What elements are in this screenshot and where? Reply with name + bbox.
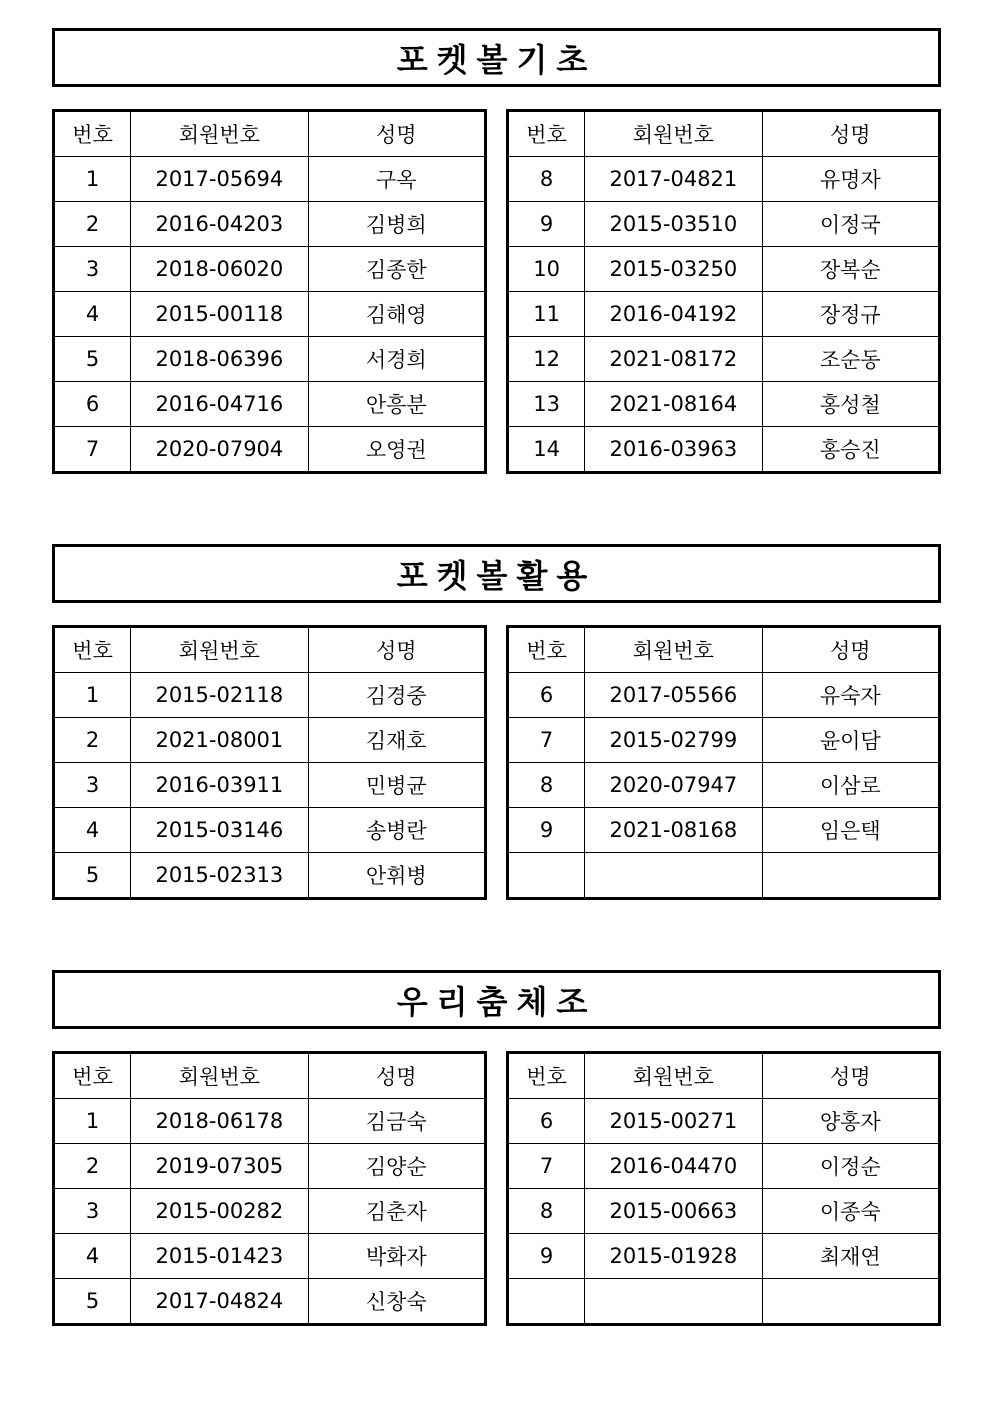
table-row [508,673,940,718]
cell-no: 1 [54,673,131,718]
header-row [508,111,940,157]
cell-name: 박화자 [308,1234,485,1279]
cell-no: 2 [54,202,131,247]
header-no: 번호 [508,627,585,673]
table-row [54,337,486,382]
cell-name: 오영권 [308,427,485,473]
cell-no: 7 [508,1144,585,1189]
cell-name: 홍승진 [762,427,939,473]
roster-table-left [52,1051,487,1326]
cell-no: 11 [508,292,585,337]
cell-member-id: 2015-02313 [131,853,308,899]
table-row [54,718,486,763]
table-row [54,157,486,202]
cell-no: 6 [508,1099,585,1144]
cell-name: 이종숙 [762,1189,939,1234]
cell-member-id: 2021-08172 [585,337,762,382]
cell-no: 9 [508,202,585,247]
cell-name: 민병균 [308,763,485,808]
table-row [508,247,940,292]
cell-no: 1 [54,1099,131,1144]
header-name: 성명 [308,1053,485,1099]
table-row [54,1279,486,1325]
cell-name: 송병란 [308,808,485,853]
table-row [54,382,486,427]
table-row [508,763,940,808]
cell-name: 홍성철 [762,382,939,427]
cell-member-id: 2015-02118 [131,673,308,718]
table-row [54,427,486,473]
roster-table-right [506,1051,941,1326]
table-row [54,673,486,718]
cell-member-id: 2018-06178 [131,1099,308,1144]
cell-member-id: 2015-01928 [585,1234,762,1279]
header-name: 성명 [762,1053,939,1099]
cell-name: 장정규 [762,292,939,337]
table-row [508,808,940,853]
header-row [508,627,940,673]
table-row [508,1234,940,1279]
table-row [54,808,486,853]
cell-name: 김금숙 [308,1099,485,1144]
cell-name: 이정순 [762,1144,939,1189]
cell-no: 8 [508,763,585,808]
cell-member-id: 2017-04824 [131,1279,308,1325]
cell-member-id: 2018-06020 [131,247,308,292]
cell-member-id: 2015-02799 [585,718,762,763]
cell-no: 10 [508,247,585,292]
cell-no: 2 [54,718,131,763]
cell-no: 9 [508,1234,585,1279]
cell-no: 6 [54,382,131,427]
header-member-id: 회원번호 [131,627,308,673]
cell-name: 유숙자 [762,673,939,718]
header-row [54,1053,486,1099]
header-name: 성명 [308,111,485,157]
cell-no: 3 [54,763,131,808]
table-row [508,337,940,382]
cell-no: 8 [508,157,585,202]
table-row [508,427,940,473]
cell-no: 1 [54,157,131,202]
cell-name: 윤이담 [762,718,939,763]
table-row [54,202,486,247]
cell-member-id: 2015-00663 [585,1189,762,1234]
cell-no: 8 [508,1189,585,1234]
cell-member-id: 2017-05694 [131,157,308,202]
cell-name: 안흥분 [308,382,485,427]
cell-no: 14 [508,427,585,473]
header-row [54,627,486,673]
table-row [54,247,486,292]
header-member-id: 회원번호 [585,1053,762,1099]
cell-member-id: 2021-08164 [585,382,762,427]
table-row [508,202,940,247]
table-row [54,763,486,808]
cell-no [508,853,585,899]
cell-member-id: 2021-08001 [131,718,308,763]
header-no: 번호 [54,111,131,157]
cell-no: 4 [54,1234,131,1279]
cell-member-id: 2021-08168 [585,808,762,853]
cell-name: 서경희 [308,337,485,382]
cell-member-id: 2019-07305 [131,1144,308,1189]
cell-member-id: 2016-04470 [585,1144,762,1189]
cell-name: 신창숙 [308,1279,485,1325]
cell-member-id: 2015-01423 [131,1234,308,1279]
cell-member-id: 2015-00282 [131,1189,308,1234]
cell-name: 김양순 [308,1144,485,1189]
cell-name: 임은택 [762,808,939,853]
header-no: 번호 [54,1053,131,1099]
header-name: 성명 [308,627,485,673]
header-no: 번호 [508,1053,585,1099]
cell-member-id: 2020-07904 [131,427,308,473]
cell-name: 이정국 [762,202,939,247]
table-row [54,853,486,899]
header-member-id: 회원번호 [585,627,762,673]
table-row [54,1234,486,1279]
table-row [508,1144,940,1189]
cell-name: 김병희 [308,202,485,247]
cell-member-id: 2016-04192 [585,292,762,337]
roster-table-right [506,625,941,900]
cell-no: 7 [508,718,585,763]
table-row [508,292,940,337]
table-row [54,1099,486,1144]
cell-no: 3 [54,247,131,292]
table-row [54,292,486,337]
table-row [508,382,940,427]
header-member-id: 회원번호 [131,111,308,157]
table-row [508,853,940,899]
cell-no: 4 [54,808,131,853]
cell-member-id: 2017-05566 [585,673,762,718]
cell-no: 4 [54,292,131,337]
cell-name: 김경중 [308,673,485,718]
roster-table-right [506,109,941,474]
cell-no: 9 [508,808,585,853]
cell-no: 13 [508,382,585,427]
header-member-id: 회원번호 [131,1053,308,1099]
cell-no: 12 [508,337,585,382]
cell-no: 6 [508,673,585,718]
cell-name: 장복순 [762,247,939,292]
cell-name [762,853,939,899]
table-row [508,1189,940,1234]
header-name: 성명 [762,627,939,673]
cell-member-id: 2016-04716 [131,382,308,427]
header-name: 성명 [762,111,939,157]
cell-name: 최재연 [762,1234,939,1279]
cell-name: 김해영 [308,292,485,337]
cell-name [762,1279,939,1325]
cell-name: 조순동 [762,337,939,382]
table-row [508,718,940,763]
header-no: 번호 [508,111,585,157]
cell-no: 5 [54,853,131,899]
cell-member-id: 2015-03146 [131,808,308,853]
header-row [508,1053,940,1099]
cell-member-id: 2015-03510 [585,202,762,247]
cell-name: 김종한 [308,247,485,292]
table-row [508,1279,940,1325]
section-title: 포켓볼활용 [52,544,941,603]
cell-member-id: 2016-03963 [585,427,762,473]
table-row [508,157,940,202]
section-title: 포켓볼기초 [52,28,941,87]
roster-table-left [52,625,487,900]
cell-name: 김재호 [308,718,485,763]
cell-no [508,1279,585,1325]
cell-name: 양홍자 [762,1099,939,1144]
table-row [508,1099,940,1144]
cell-no: 5 [54,1279,131,1325]
cell-member-id: 2018-06396 [131,337,308,382]
cell-member-id: 2015-00271 [585,1099,762,1144]
roster-table-left [52,109,487,474]
cell-no: 3 [54,1189,131,1234]
cell-no: 2 [54,1144,131,1189]
cell-name: 유명자 [762,157,939,202]
cell-member-id [585,853,762,899]
cell-member-id: 2016-04203 [131,202,308,247]
cell-member-id: 2015-00118 [131,292,308,337]
cell-no: 7 [54,427,131,473]
cell-name: 이삼로 [762,763,939,808]
cell-name: 안휘병 [308,853,485,899]
cell-name: 김춘자 [308,1189,485,1234]
cell-no: 5 [54,337,131,382]
cell-name: 구옥 [308,157,485,202]
cell-member-id: 2020-07947 [585,763,762,808]
header-row [54,111,486,157]
cell-member-id [585,1279,762,1325]
cell-member-id: 2016-03911 [131,763,308,808]
header-no: 번호 [54,627,131,673]
header-member-id: 회원번호 [585,111,762,157]
table-row [54,1144,486,1189]
table-row [54,1189,486,1234]
section-title: 우리춤체조 [52,970,941,1029]
cell-member-id: 2015-03250 [585,247,762,292]
cell-member-id: 2017-04821 [585,157,762,202]
